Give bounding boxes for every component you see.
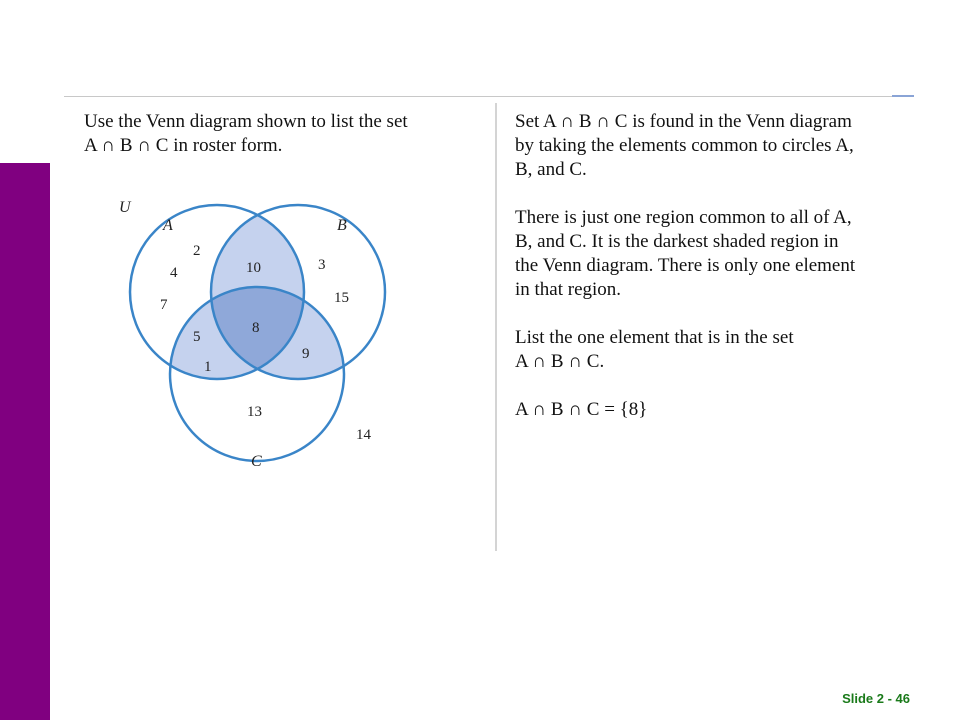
top-divider [64,96,914,97]
region-a-only-value: 4 [170,265,178,281]
set-label-c: C [251,453,262,470]
region-a-only-value: 7 [160,297,168,313]
question-line-1: Use the Venn diagram shown to list the set [84,111,408,132]
universe-label: U [119,199,131,216]
solution-p1-line: Set A ∩ B ∩ C is found in the Venn diagram [515,111,852,132]
set-label-a: A [163,217,173,234]
region-b-only-value: 3 [318,257,326,273]
set-label-b: B [337,217,347,234]
solution-p3-line: A ∩ B ∩ C. [515,351,605,372]
solution-p2-line: the Venn diagram. There is only one element [515,255,856,276]
solution-p1-line: by taking the elements common to circles A, [515,135,854,156]
solution-answer: A ∩ B ∩ C = {8} [515,399,648,420]
region-ab-value: 10 [246,260,261,276]
region-c-only-value: 13 [247,404,262,420]
region-ac-value: 1 [204,359,212,375]
solution-p2-line: in that region. [515,279,622,300]
region-abc-value: 8 [252,320,260,336]
solution-p2-line: B, and C. It is the darkest shaded region in [515,231,839,252]
region-bc-value: 9 [302,346,310,362]
slide-sidebar [0,163,50,720]
region-ac-value: 5 [193,329,201,345]
solution-p1-line: B, and C. [515,159,587,180]
region-b-only-value: 15 [334,290,349,306]
question-text [84,110,484,158]
slide-number: Slide 2 - 46 [842,691,910,706]
top-divider-accent [892,95,914,97]
solution-p2-line: There is just one region common to all of A, [515,207,852,228]
region-outside-value: 14 [356,427,371,443]
venn-diagram [105,185,405,480]
question-line-2: A ∩ B ∩ C in roster form. [84,135,283,156]
solution-p3-line: List the one element that is in the set [515,327,794,348]
column-divider [495,103,497,551]
region-a-only-value: 2 [193,243,201,259]
solution-text [515,110,915,422]
